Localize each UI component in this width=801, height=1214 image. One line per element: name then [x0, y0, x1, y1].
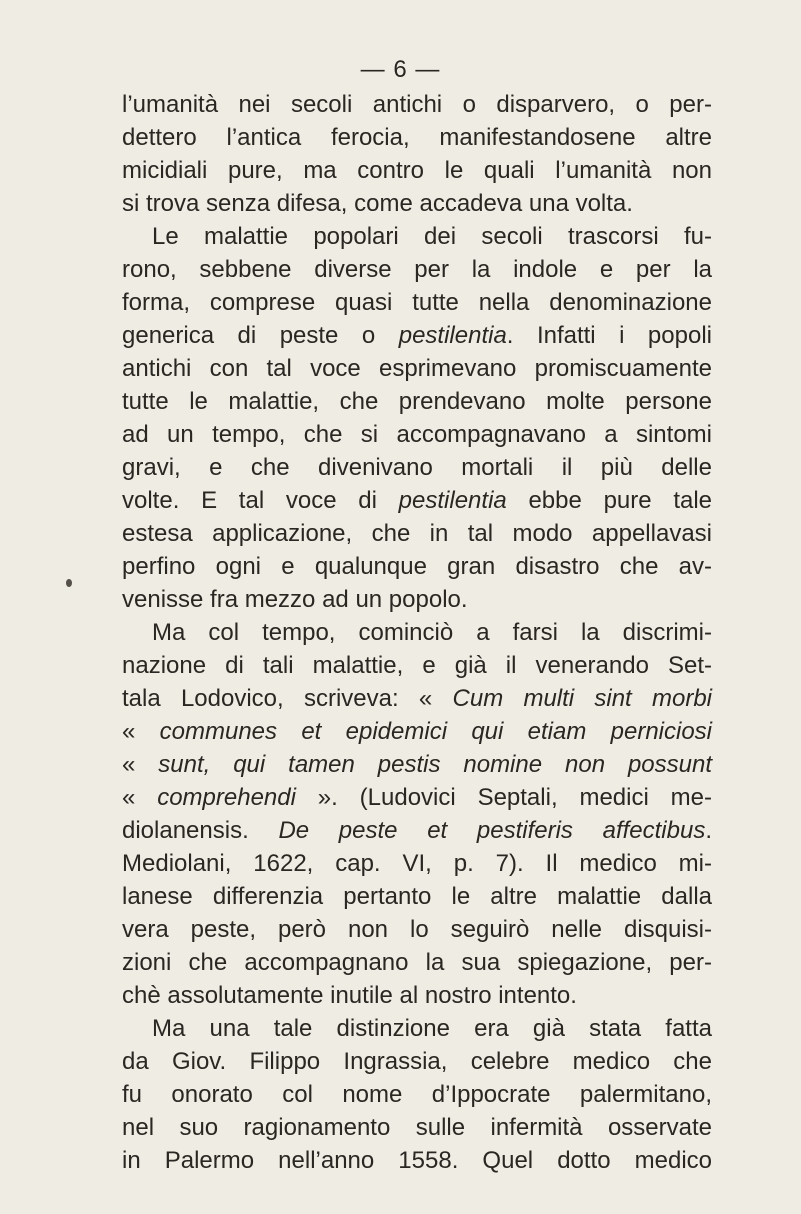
italic-quote: communes et epidemici qui etiam perniciosi	[159, 718, 713, 745]
text-line: in Palermo nell’anno 1558. Quel dotto medico	[122, 1147, 712, 1174]
text-run: ». (Ludovici Septali, medici me-	[295, 784, 713, 811]
text-line: zioni che accompagnano la sua spiegazione, per-	[122, 949, 712, 976]
text-run: tala Lodovico, scriveva: «	[122, 685, 453, 712]
text-line: ad un tempo, che si accompagnavano a sintomi	[122, 421, 712, 448]
text-run: «	[122, 718, 160, 745]
italic-quote: sunt, qui tamen pestis nomine non possunt	[158, 751, 713, 778]
italic-term: pestilentia	[398, 487, 507, 514]
text-run: . Infatti i popoli	[506, 322, 712, 349]
text-line: nel suo ragionamento sulle infermità osservate	[122, 1114, 712, 1141]
text-run: diolanensis.	[122, 817, 279, 844]
text-run: «	[122, 751, 159, 778]
paragraph-end-line: venisse fra mezzo ad un popolo.	[122, 586, 468, 613]
text-line	[122, 781, 712, 814]
print-speck	[66, 579, 72, 587]
text-run: ebbe pure tale	[506, 487, 713, 514]
text-line: antichi con tal voce esprimevano promiscuamente	[122, 355, 712, 382]
text-line: tutte le malattie, che prendevano molte persone	[122, 388, 712, 415]
text-line	[122, 682, 712, 715]
italic-title: De peste et pestiferis affectibus	[278, 817, 706, 844]
paragraph-start-line: Ma col tempo, cominciò a farsi la discrimi-	[152, 619, 712, 646]
paragraph-end-line: si trova senza difesa, come accadeva una volta.	[122, 190, 633, 217]
text-line	[122, 319, 712, 352]
italic-quote: comprehendi	[157, 784, 296, 811]
text-line: l’umanità nei secoli antichi o disparvero, o per-	[122, 91, 712, 118]
text-line: da Giov. Filippo Ingrassia, celebre medico che	[122, 1048, 712, 1075]
text-line: lanese differenzia pertanto le altre malattie dalla	[122, 883, 712, 910]
text-line: estesa applicazione, che in tal modo appellavasi	[122, 520, 712, 547]
text-line	[122, 748, 712, 781]
text-line	[122, 715, 712, 748]
text-line: vera peste, però non lo seguirò nelle disquisi-	[122, 916, 712, 943]
text-line	[122, 484, 712, 517]
text-line: Mediolani, 1622, cap. VI, p. 7). Il medico mi-	[122, 850, 712, 877]
paragraph-end-line: chè assolutamente inutile al nostro intento.	[122, 982, 577, 1009]
text-line: gravi, e che divenivano mortali il più delle	[122, 454, 712, 481]
page-number: — 6 —	[360, 56, 441, 83]
italic-quote: Cum multi sint morbi	[452, 685, 712, 712]
text-line: dettero l’antica ferocia, manifestandosene altre	[122, 124, 712, 151]
body-text	[122, 88, 712, 1177]
text-run: .	[705, 817, 712, 844]
paragraph-start-line: Ma una tale distinzione era già stata fatta	[152, 1015, 712, 1042]
text-line: nazione di tali malattie, e già il venerando Set-	[122, 652, 712, 679]
text-run: «	[122, 784, 158, 811]
paragraph-start-line: Le malattie popolari dei secoli trascorsi fu-	[152, 223, 712, 250]
text-run: volte. E tal voce di	[122, 487, 399, 514]
italic-term: pestilentia	[398, 322, 507, 349]
text-run: generica di peste o	[122, 322, 399, 349]
text-line: perfino ogni e qualunque gran disastro che av-	[122, 553, 712, 580]
text-line: fu onorato col nome d’Ippocrate palermitano,	[122, 1081, 712, 1108]
text-line: micidiali pure, ma contro le quali l’umanità non	[122, 157, 712, 184]
text-line: rono, sebbene diverse per la indole e per la	[122, 256, 712, 283]
text-line: forma, comprese quasi tutte nella denominazione	[122, 289, 712, 316]
text-line	[122, 814, 712, 847]
